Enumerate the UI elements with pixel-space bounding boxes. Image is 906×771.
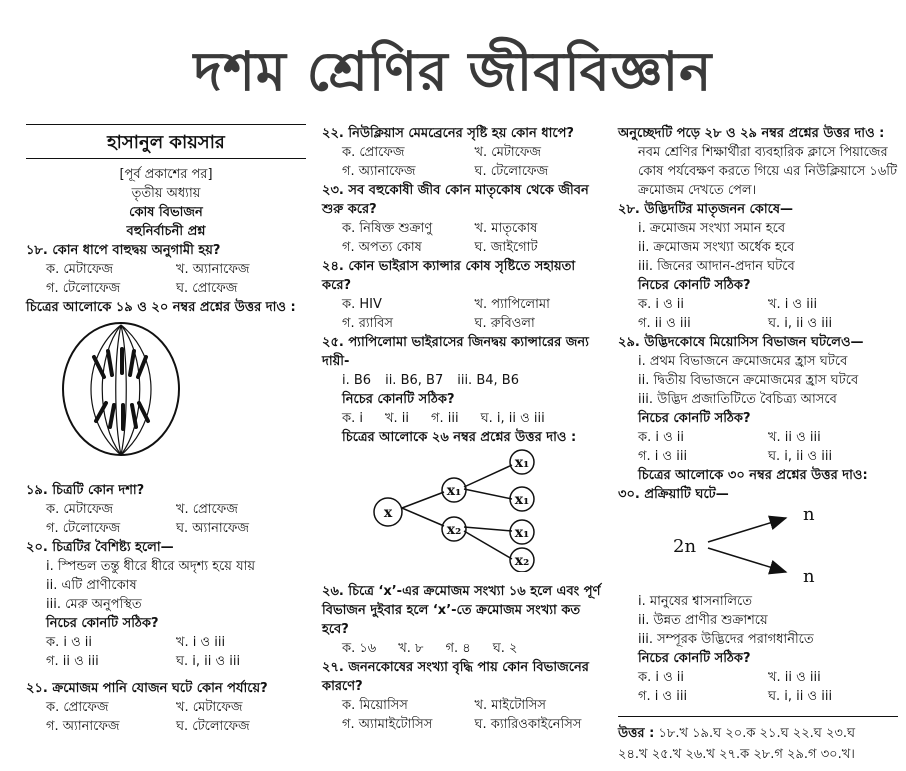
prev-note: [পূর্ব প্রকাশের পর]	[119, 167, 213, 182]
option: ঘ. i, ii ও iii	[768, 689, 833, 704]
option: ক. প্রোফেজ	[46, 700, 109, 715]
option: ক. i	[342, 411, 363, 426]
option: ঘ. টেলোফেজ	[474, 164, 549, 179]
option: গ. অ্যানাফেজ	[342, 164, 416, 179]
option: খ. ii	[384, 411, 410, 426]
statement: i. স্পিন্ডল তন্তু ধীরে ধীরে অদৃশ্য হয়ে যায়	[46, 559, 256, 574]
node-x: x	[383, 505, 393, 521]
statement: ii. এটি প্রাণীকোষ	[46, 578, 137, 593]
leaf-node: x₁	[514, 492, 530, 508]
answer-key	[618, 716, 898, 765]
division-tree-diagram	[322, 447, 607, 572]
option: ক. HIV	[342, 297, 382, 312]
column-middle	[322, 124, 607, 734]
statement: ii. দ্বিতীয় বিভাজনে ক্রমোজমের হ্রাস ঘটবে	[638, 373, 859, 388]
answer-label: উত্তর :	[618, 726, 655, 741]
option: ঘ. অ্যানাফেজ	[176, 521, 249, 536]
option: ক. i ও ii	[638, 670, 685, 685]
option: গ. র‍্যাবিস	[342, 316, 394, 331]
figure-instruction: চিত্রের আলোকে ১৯ ও ২০ নম্বর প্রশ্নের উত্তর দাও :	[26, 300, 296, 315]
label-n-bottom: n	[803, 566, 815, 586]
option: ঘ. রুবিওলা	[474, 316, 535, 331]
page-title: দশম শ্রেণির জীববিজ্ঞান	[193, 40, 713, 103]
option: খ. মাইটোসিস	[474, 698, 547, 713]
option: গ. অ্যামাইটোসিস	[342, 717, 433, 732]
option: ঘ. i, ii ও iii	[768, 316, 833, 331]
question-24: ২৪. কোন ভাইরাস ক্যান্সার কোষ সৃষ্টিতে সহায়তা করে? ক. HIV খ. প্যাপিলোমা গ. র‍্যাবিস ঘ. রুবিওলা	[322, 257, 607, 333]
statement: i. B6	[342, 373, 372, 388]
statement: ii. ক্রমোজম সংখ্যা অর্ধেক হবে	[638, 240, 795, 255]
question-29: ২৯. উদ্ভিদকোষে মিয়োসিস বিভাজন ঘটলেও— i. প্রথম বিভাজনে ক্রমোজমের হ্রাস ঘটবে ii. দ্বিতীয় বিভাজনে ক্রমোজমের হ্রাস ঘটবে iii. উদ্ভিদ প্রজাতিটিতে বৈচিত্র্য আসবে নিচের কোনটি সঠিক? ক. i ও ii খ. ii ও iii গ. i ও iii ঘ. i, ii ও iii	[618, 333, 898, 466]
option: ক. প্রোফেজ	[342, 145, 405, 160]
option: ক. নিষিক্ত শুক্রাণু	[342, 221, 433, 236]
which-correct: নিচের কোনটি সঠিক?	[638, 278, 751, 293]
cell-division-figure	[26, 317, 306, 467]
option: গ. i ও iii	[638, 689, 688, 704]
statement: iii. B4, B6	[457, 373, 519, 388]
option: খ. মেটাফেজ	[176, 700, 243, 715]
option: গ. i ও iii	[638, 449, 688, 464]
statement: iii. সম্পূরক উদ্ভিদের পরাগধানীতে	[638, 632, 814, 647]
option: খ. ii ও iii	[768, 430, 821, 445]
statement: i. ক্রমোজম সংখ্যা সমান হবে	[638, 221, 786, 236]
column-left	[26, 124, 306, 736]
question-26: ২৬. চিত্রে ‘x’-এর ক্রমোজম সংখ্যা ১৬ হলে এবং পূর্ণ বিভাজন দুইবার হলে ‘x’-তে ক্রমোজম সংখ্যা কত হবে? ক. ১৬ খ. ৮ গ. ৪ ঘ. ২	[322, 584, 601, 656]
statement: ii. B6, B7	[385, 373, 444, 388]
option: ঘ. i, ii ও iii	[480, 411, 545, 426]
node-x2: x₂	[446, 522, 462, 538]
question-28: ২৮. উদ্ভিদটির মাতৃজনন কোষে— i. ক্রমোজম সংখ্যা সমান হবে ii. ক্রমোজম সংখ্যা অর্ধেক হবে iii. জিনের আদান-প্রদান ঘটবে নিচের কোনটি সঠিক? ক. i ও ii খ. i ও iii গ. ii ও iii ঘ. i, ii ও iii	[618, 200, 898, 333]
answer-line-1: ১৮.খ ১৯.ঘ ২০.ক ২১.ঘ ২২.ঘ ২৩.ঘ	[658, 726, 856, 741]
passage: অনুচ্ছেদটি পড়ে ২৮ ও ২৯ নম্বর প্রশ্নের উত্তর দাও : নবম শ্রেণির শিক্ষার্থীরা ব্যবহারিক ক্লাসে পিয়াজের কোষ পর্যবেক্ষণ করতে গিয়ে এর নিউক্লিয়াসে ১৬টি ক্রমোজম দেখতে পেল।	[618, 126, 898, 198]
option: খ. ii ও iii	[768, 670, 821, 685]
option: খ. মাতৃকোষ	[474, 221, 538, 236]
author-name: হাসানুল কায়সার	[107, 132, 225, 153]
option: গ. টেলোফেজ	[46, 281, 121, 296]
option: গ. টেলোফেজ	[46, 521, 121, 536]
question-20: ২০. চিত্রটির বৈশিষ্ট্য হলো— i. স্পিন্ডল তন্তু ধীরে ধীরে অদৃশ্য হয়ে যায় ii. এটি প্রাণীকোষ iii. মেরু অনুপস্থিত নিচের কোনটি সঠিক? ক. i ও ii খ. i ও iii গ. ii ও iii ঘ. i, ii ও iii	[26, 538, 306, 671]
option: খ. i ও iii	[768, 297, 818, 312]
option: খ. প্যাপিলোমা	[474, 297, 550, 312]
option: খ. i ও iii	[176, 635, 226, 650]
leaf-node: x₁	[514, 525, 530, 541]
figure-instruction: চিত্রের আলোকে ৩০ নম্বর প্রশ্নের উত্তর দাও:	[638, 468, 868, 483]
statement: iii. উদ্ভিদ প্রজাতিটিতে বৈচিত্র্য আসবে	[638, 392, 837, 407]
option: খ. ৮	[398, 641, 424, 656]
option: ক. i ও ii	[638, 430, 685, 445]
question-30	[618, 592, 898, 706]
option: খ. প্রোফেজ	[176, 502, 238, 517]
column-right	[618, 124, 898, 765]
option: গ. অ্যানাফেজ	[46, 719, 120, 734]
option: ক. i ও ii	[46, 635, 93, 650]
section-heading: বহুনির্বাচনী প্রশ্ন	[126, 224, 206, 239]
topic: কোষ বিভাজন	[129, 205, 203, 220]
statement: i. প্রথম বিভাজনে ক্রমোজমের হ্রাস ঘটবে	[638, 354, 848, 369]
option: ক. i ও ii	[638, 297, 685, 312]
option: গ. ii ও iii	[638, 316, 691, 331]
divider	[26, 158, 306, 159]
option: ঘ. i, ii ও iii	[176, 654, 241, 669]
option: ঘ. প্রোফেজ	[176, 281, 238, 296]
option: ক. মেটাফেজ	[46, 262, 114, 277]
leaf-node: x₁	[514, 455, 530, 471]
option: ঘ. i, ii ও iii	[768, 449, 833, 464]
option: ক. ১৬	[342, 641, 377, 656]
which-correct: নিচের কোনটি সঠিক?	[638, 411, 751, 426]
option: ঘ. ২	[492, 641, 518, 656]
figure-instruction: চিত্রের আলোকে ২৬ নম্বর প্রশ্নের উত্তর দাও :	[342, 430, 577, 445]
chapter: তৃতীয় অধ্যায়	[131, 186, 201, 201]
label-2n: 2n	[673, 536, 697, 557]
question-19: ১৯. চিত্রটি কোন দশা? ক. মেটাফেজ খ. প্রোফেজ গ. টেলোফেজ ঘ. অ্যানাফেজ	[26, 481, 306, 538]
question-22: ২২. নিউক্লিয়াস মেমব্রেনের সৃষ্টি হয় কোন ধাপে? ক. প্রোফেজ খ. মেটাফেজ গ. অ্যানাফেজ ঘ. টেলোফেজ	[322, 124, 607, 181]
question-30-text: ৩০. প্রক্রিয়াটি ঘটে—	[618, 487, 729, 502]
statement: ii. উন্নত প্রাণীর শুক্রাশয়ে	[638, 613, 768, 628]
option: ঘ. জাইগোট	[474, 240, 538, 255]
node-x1: x₁	[446, 483, 462, 499]
statement: i. মানুষের শ্বাসনালিতে	[638, 594, 752, 609]
which-correct: নিচের কোনটি সঠিক?	[638, 651, 751, 666]
option: গ. ৪	[445, 641, 471, 656]
answer-line-2: ২৪.খ ২৫.খ ২৬.খ ২৭.ক ২৮.গ ২৯.গ ৩০.খ।	[618, 747, 855, 762]
question-27: ২৭. জননকোষের সংখ্যা বৃদ্ধি পায় কোন বিভাজনের কারণে? ক. মিয়োসিস খ. মাইটোসিস গ. অ্যামাইটোসিস ঘ. ক্যারিওকাইনেসিস	[322, 658, 607, 734]
option: ঘ. টেলোফেজ	[176, 719, 250, 734]
statement: iii. জিনের আদান-প্রদান ঘটবে	[638, 259, 795, 274]
question-21: ২১. ক্রমোজম পানি যোজন ঘটে কোন পর্যায়ে? ক. প্রোফেজ খ. মেটাফেজ গ. অ্যানাফেজ ঘ. টেলোফেজ	[26, 679, 306, 736]
meiosis-arrow-diagram	[618, 504, 898, 586]
option: গ. অপত্য কোষ	[342, 240, 422, 255]
statement: iii. মেরু অনুপস্থিত	[46, 597, 142, 612]
leaf-node: x₂	[514, 553, 530, 569]
option: ঘ. ক্যারিওকাইনেসিস	[474, 717, 582, 732]
which-correct: নিচের কোনটি সঠিক?	[46, 616, 159, 631]
question-18: ১৮. কোন ধাপে বাহুদ্বয় অনুগামী হয়? ক. মেটাফেজ খ. অ্যানাফেজ গ. টেলোফেজ ঘ. প্রোফেজ	[26, 241, 306, 298]
label-n-top: n	[803, 504, 815, 525]
question-25: ২৫. প্যাপিলোমা ভাইরাসের জিনদ্বয় ক্যান্সারের জন্য দায়ী- i. B6 ii. B6, B7 iii. B4, B6 নিচের কোনটি সঠিক? ক. i খ. ii গ. iii ঘ. i, ii ও iii	[322, 333, 607, 428]
option: খ. অ্যানাফেজ	[176, 262, 250, 277]
which-correct: নিচের কোনটি সঠিক?	[342, 392, 455, 407]
option: ক. মেটাফেজ	[46, 502, 114, 517]
option: ক. মিয়োসিস	[342, 698, 408, 713]
option: গ. ii ও iii	[46, 654, 99, 669]
option: গ. iii	[431, 411, 459, 426]
option: খ. মেটাফেজ	[474, 145, 542, 160]
question-23: ২৩. সব বহুকোষী জীব কোন মাতৃকোষ থেকে জীবন শুরু করে? ক. নিষিক্ত শুক্রাণু খ. মাতৃকোষ গ. অপত্য কোষ ঘ. জাইগোট	[322, 181, 607, 257]
